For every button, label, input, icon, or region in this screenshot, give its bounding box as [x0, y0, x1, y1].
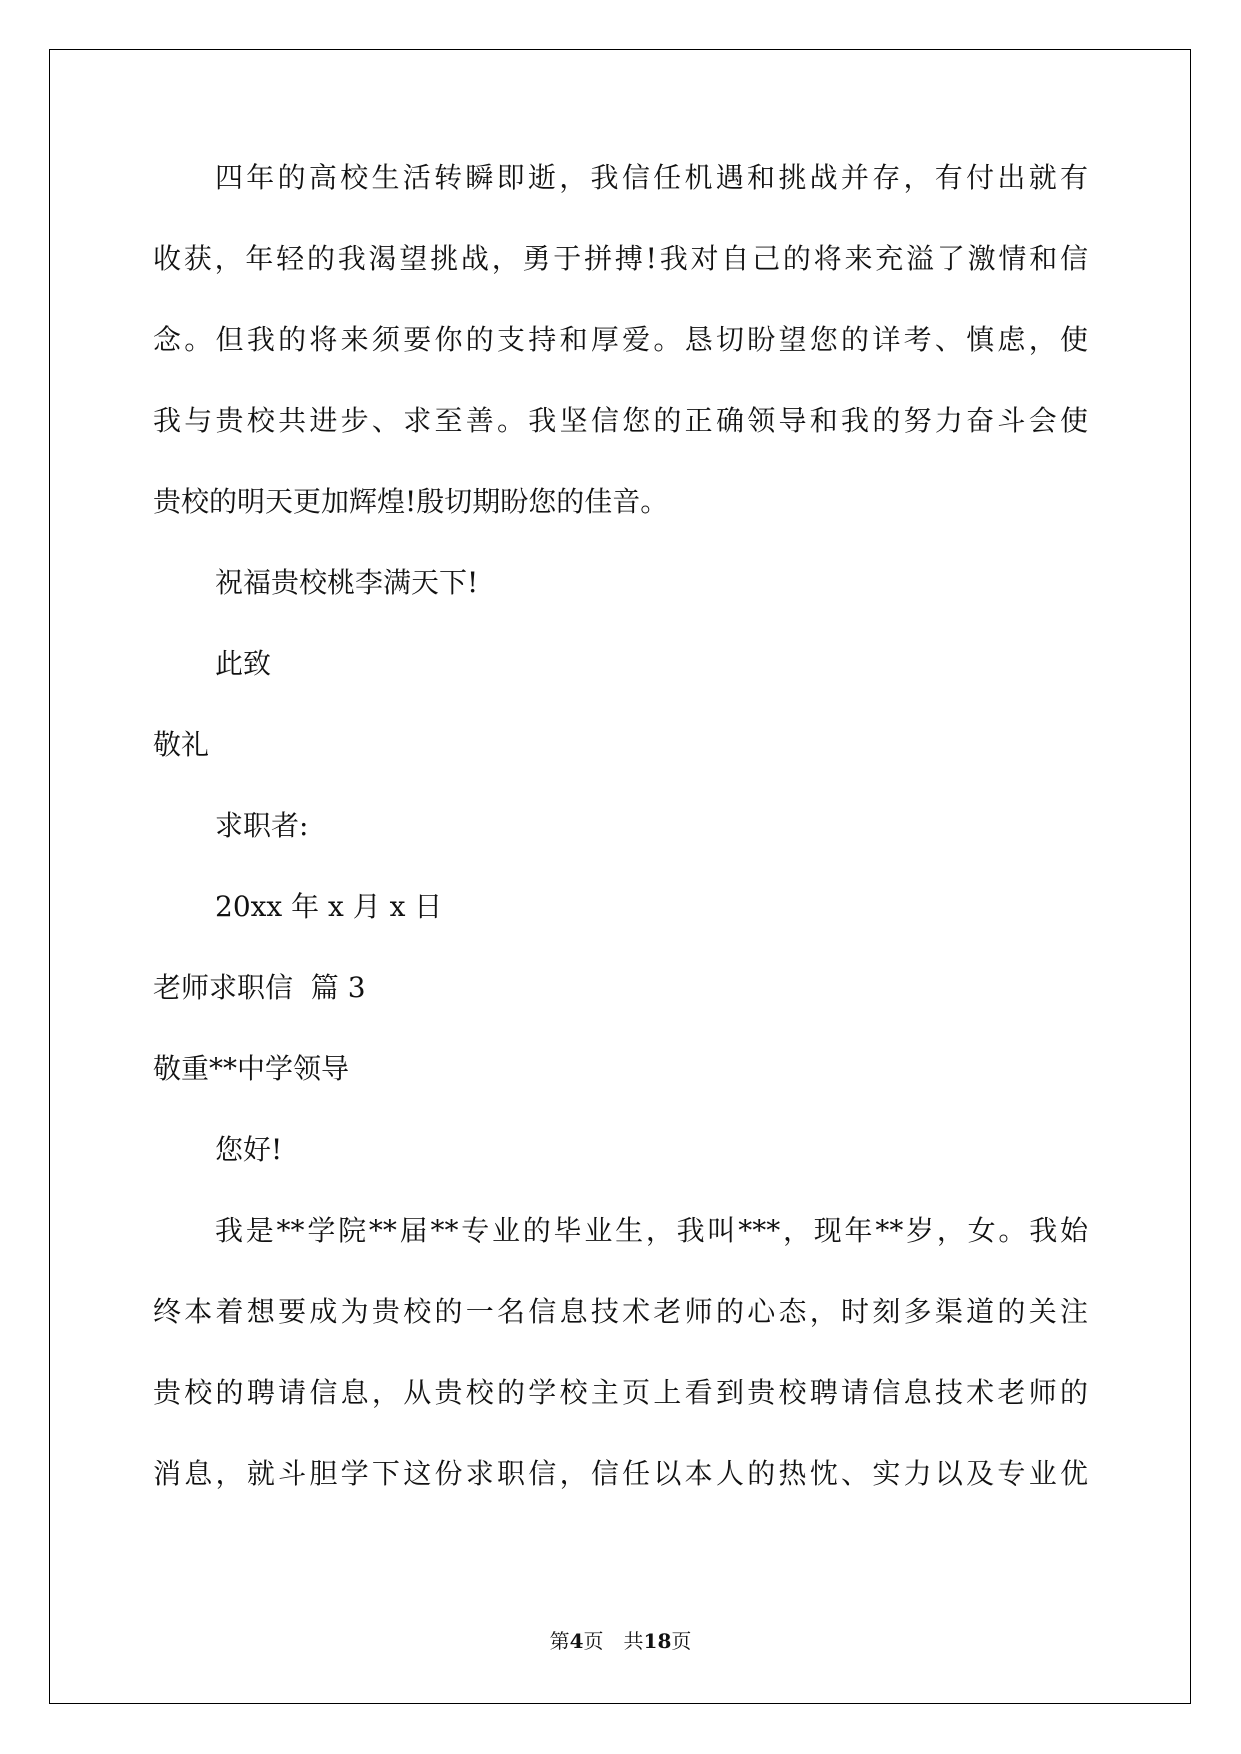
page-number: 4: [569, 1629, 584, 1653]
paragraph-line: 终本着想要成为贵校的一名信息技术老师的心态，时刻多渠道的关注: [153, 1295, 1088, 1328]
paragraph-line: 贵校的聘请信息，从贵校的学校主页上看到贵校聘请信息技术老师的: [153, 1376, 1088, 1409]
paragraph-line: 念。但我的将来须要你的支持和厚爱。恳切盼望您的详考、慎虑，使: [153, 323, 1088, 356]
blessing-line: 祝福贵校桃李满天下!: [215, 566, 479, 599]
footer-prefix: 第: [549, 1629, 570, 1653]
paragraph-line: 我与贵校共进步、求至善。我坚信您的正确领导和我的努力奋斗会使: [153, 404, 1088, 437]
paragraph-line: 我是**学院**届**专业的毕业生，我叫***，现年**岁，女。我始: [215, 1214, 1088, 1247]
applicant-label: 求职者:: [215, 809, 309, 842]
footer-total-suffix: 页: [671, 1629, 692, 1653]
greeting: 您好!: [215, 1133, 283, 1166]
document-body: [153, 161, 1088, 1541]
paragraph-line: 贵校的明天更加辉煌!殷切期盼您的佳音。: [153, 485, 669, 518]
page-footer: [0, 1625, 1241, 1654]
footer-total-prefix: 共: [623, 1629, 644, 1653]
closing-respect: 敬礼: [153, 728, 210, 761]
footer-page-suffix: 页: [583, 1629, 604, 1653]
paragraph-line: 消息，就斗胆学下这份求职信，信任以本人的热忱、实力以及专业优: [153, 1457, 1088, 1490]
greeting-recipient: 敬重**中学领导: [153, 1052, 350, 1085]
total-pages: 18: [643, 1629, 672, 1653]
paragraph-line: 四年的高校生活转瞬即逝，我信任机遇和挑战并存，有付出就有: [215, 161, 1088, 194]
date-line: 20xx 年 x 月 x 日: [215, 890, 443, 923]
section-heading: 老师求职信 篇 3: [153, 971, 366, 1004]
paragraph-line: 收获，年轻的我渴望挑战，勇于拼搏!我对自己的将来充溢了激情和信: [153, 242, 1088, 275]
closing-salutation: 此致: [215, 647, 272, 680]
